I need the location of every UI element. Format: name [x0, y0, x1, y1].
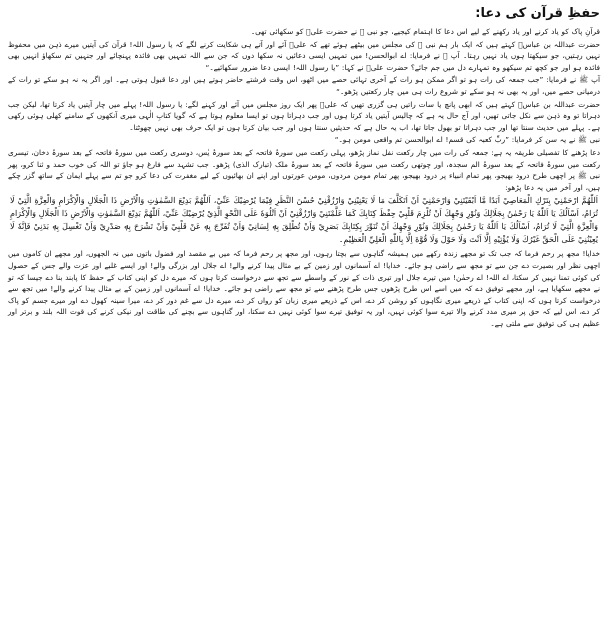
hadith-paragraph-2: آپ ﷺ نے فرمایا: ”جب جمعہ کی رات ہو تو اگر ممکن ہو رات کے آخری تہائی حصے میں اٹھو، اس وقت فرشتے حاضر ہوتے ہیں اور دعا قبول ہوتی ہے۔ اور اگر یہ نہ ہو سکے تو رات کے درمیانی حصے میں، اور یہ بھی نہ ہو سکے تو شروع رات ہی میں چار رکعتیں پڑھو۔“: [8, 75, 600, 96]
dua-arabic-text: اَللّٰهُمَّ ارْحَمْنِيْ بِتَرْكِ الْمَعَاصِيْ اَبَدًا مَّا اَبْقَيْتَنِيْ وَارْحَمْنِيْ اَنْ اَتَكَلَّفَ مَا لَا يَعْنِيْنِيْ وَارْزُقْنِيْ حُسْنَ النَّظَرِ فِيْمَا يُرْضِيْكَ عَنِّيْ، اَللّٰهُمَّ بَدِيْعَ السَّمٰوٰتِ وَالْاَرْضِ ذَا الْجَلَالِ وَالْاِكْرَامِ وَالْعِزَّةِ الَّتِيْ لَا تُرَامُ، اَسْاَلُكَ يَا اَللّٰهُ يَا رَحْمٰنُ بِجَلَالِكَ وَنُوْرِ وَجْهِكَ اَنْ تُلْزِمَ قَلْبِيْ حِفْظَ كِتَابِكَ كَمَا عَلَّمْتَنِيْ وَارْزُقْنِيْ اَنْ اَتْلُوَهٗ عَلَى النَّحْوِ الَّذِيْ يُرْضِيْكَ عَنِّيْ، اَللّٰهُمَّ بَدِيْعَ السَّمٰوٰتِ وَالْاَرْضِ ذَا الْجَلَالِ وَالْاِكْرَامِ وَالْعِزَّةِ الَّتِيْ لَا تُرَامُ، اَسْاَلُكَ يَا اَللّٰهُ يَا رَحْمٰنُ بِجَلَالِكَ وَنُوْرِ وَجْهِكَ اَنْ تُنَوِّرَ بِكِتَابِكَ بَصَرِيْ وَاَنْ تُطْلِقَ بِهٖ لِسَانِيْ وَاَنْ تُفَرِّجَ بِهٖ عَنْ قَلْبِيْ وَاَنْ تَشْرَحَ بِهٖ صَدْرِيْ وَاَنْ تَغْسِلَ بِهٖ بَدَنِيْ فَاِنَّهٗ لَا يُعِيْنُنِيْ عَلَى الْحَقِّ غَيْرُكَ وَلَا يُؤْتِيْهِ اِلَّا اَنْتَ وَلَا حَوْلَ وَلَا قُوَّةَ اِلَّا بِاللّٰهِ الْعَلِيِّ الْعَظِيْمِ۔: [10, 196, 598, 245]
intro-paragraph: قرآنِ پاک کو یاد کرنے اور یاد رکھنے کے لیے اس دعا کا اہتمام کیجیے، جو نبی ﷺ نے حضرت علیؓ کو سکھائی تھی۔: [250, 27, 600, 36]
hadith-paragraph-4: نبی ﷺ نے یہ سن کر فرمایا: ”ربِّ کعبہ کی قسم! اے ابوالحسن تم واقعی مومن ہو۔“: [334, 135, 600, 145]
page-title: حفظِ قرآن کی دعا:: [475, 6, 600, 21]
dua-translation-paragraph: خدایا! مجھ پر رحم فرما کہ جب تک تو مجھے زندہ رکھے میں ہمیشہ گناہوں سے بچتا رہوں، اور مجھ پر رحم فرما کہ میں بے مقصد اور فضول باتوں میں نہ الجھوں، اور مجھے ان کاموں میں اچھی نظر اور بصیرت دے جن سے تو مجھ سے راضی ہو جائے۔ خدایا! اے آسمانوں اور زمین کے بے مثال پیدا کرنے والے! اے جلال اور بزرگی والے! اور ایسے غلبے اور عزت والے جس کے حصول کی کوئی تمنا نہیں کر سکتا، اے اللہ! اے رحمٰن! میں تیرے جلال اور تیری ذات کے نور کے واسطے سے تجھ سے درخواست کرتا ہوں کہ میرے دل کو اپنی کتاب کے حفظ کا پابند بنا دے جیسا کہ تو نے مجھے سکھایا ہے، اور مجھے توفیق دے کہ میں اسے اس طرح پڑھوں جس طرح پڑھنے سے تو مجھ سے راضی ہو جائے۔ خدایا! اے آسمانوں اور زمین کے بے مثال پیدا کرنے والے! میں تجھ سے درخواست کرتا ہوں کہ اپنی کتاب کے ذریعے میری نگاہوں کو روشن کر دے، اس کے ذریعے میری زبان کو رواں کر دے، میرے دل سے غم دور کر دے، میرا سینہ کھول دے اور میرے جسم کو پاک کر دے، اس لیے کہ حق پر میری مدد کرنے والا تیرے سوا کوئی نہیں، اور یہ توفیق تیرے سوا کوئی نہیں دے سکتا، اور گناہوں سے بچنے کی طاقت اور نیکی کرنے کی قوت اللہ بلند و برتر اور عظیم ہی کی توفیق سے ملتی ہے۔: [8, 249, 600, 328]
method-paragraph: دعا پڑھنے کا تفصیلی طریقہ یہ ہے: جمعہ کی رات میں چار رکعت نفل نماز پڑھو، پہلی رکعت میں سورۂ فاتحہ کے بعد سورۂ یٰس، دوسری رکعت میں سورۂ فاتحہ کے بعد سورۂ دخان، تیسری رکعت میں سورۂ فاتحہ کے بعد سورۂ الم سجدہ، اور چوتھی رکعت میں سورۂ فاتحہ کے بعد سورۂ ملک (تبارک الذی) پڑھو۔ جب تشہد سے فارغ ہو جاؤ تو اللہ کی خوب حمد و ثنا کرو، پھر نبی ﷺ پر اچھی طرح درود بھیجو، پھر تمام انبیاء پر درود بھیجو، پھر تمام مومن مردوں، مومن عورتوں اور اپنے ان بھائیوں کے لیے مغفرت کی دعا کرو جو تم سے پہلے ایمان کے ساتھ گزر چکے ہیں، اور آخر میں یہ دعا پڑھو:: [8, 147, 600, 192]
hadith-paragraph-1: حضرت عبداللہ بن عباسؓ کہتے ہیں کہ ایک بار ہم نبی ﷺ کی مجلس میں بیٹھے ہوئے تھے کہ علیؓ آئے اور آتے ہی شکایت کرنے لگے کہ یا رسول اللہ! قرآن کی آیتیں میرے ذہن میں محفوظ نہیں رہتیں، جو سیکھتا ہوں یاد نہیں رہتا۔ آپ ﷺ نے فرمایا: اے ابوالحسن! میں تمہیں ایسی دعائیں نہ سکھا دوں کہ جن سے اللہ تمہیں بھی فائدہ پہنچائے اور جنہیں تم سکھاؤ انہیں بھی فائدہ ہو اور جو کچھ تم سیکھو وہ تمہارے دل میں جم جائے؟ حضرت علیؓ نے کہا: ”یا رسول اللہ! ایسی دعا ضرور سکھائیے۔“: [8, 39, 600, 72]
hadith-paragraph-3: حضرت عبداللہ بن عباسؓ کہتے ہیں کہ ابھی پانچ یا سات راتیں ہی گزری تھیں کہ علیؓ پھر ایک روز مجلس میں آئے اور کہنے لگے: یا رسول اللہ! پہلے میں چار آیتیں یاد کرتا تھا، لیکن جب دہراتا تو وہ ذہن سے نکل جاتی تھیں، اور آج حال یہ ہے کہ چالیس آیتیں یاد کرتا ہوں اور جب دہراتا ہوں تو ایسا معلوم ہوتا ہے کہ گویا کتابِ الٰہی میری آنکھوں کے سامنے کھلی ہوئی رکھی ہے۔ پہلے میں حدیث سنتا تھا اور جب دہراتا تو بھول جاتا تھا، اب یہ حال ہے کہ حدیثیں سنتا ہوں اور جب بیان کرتا ہوں تو ایک حرف بھی نہیں چھوٹتا۔: [8, 99, 600, 132]
